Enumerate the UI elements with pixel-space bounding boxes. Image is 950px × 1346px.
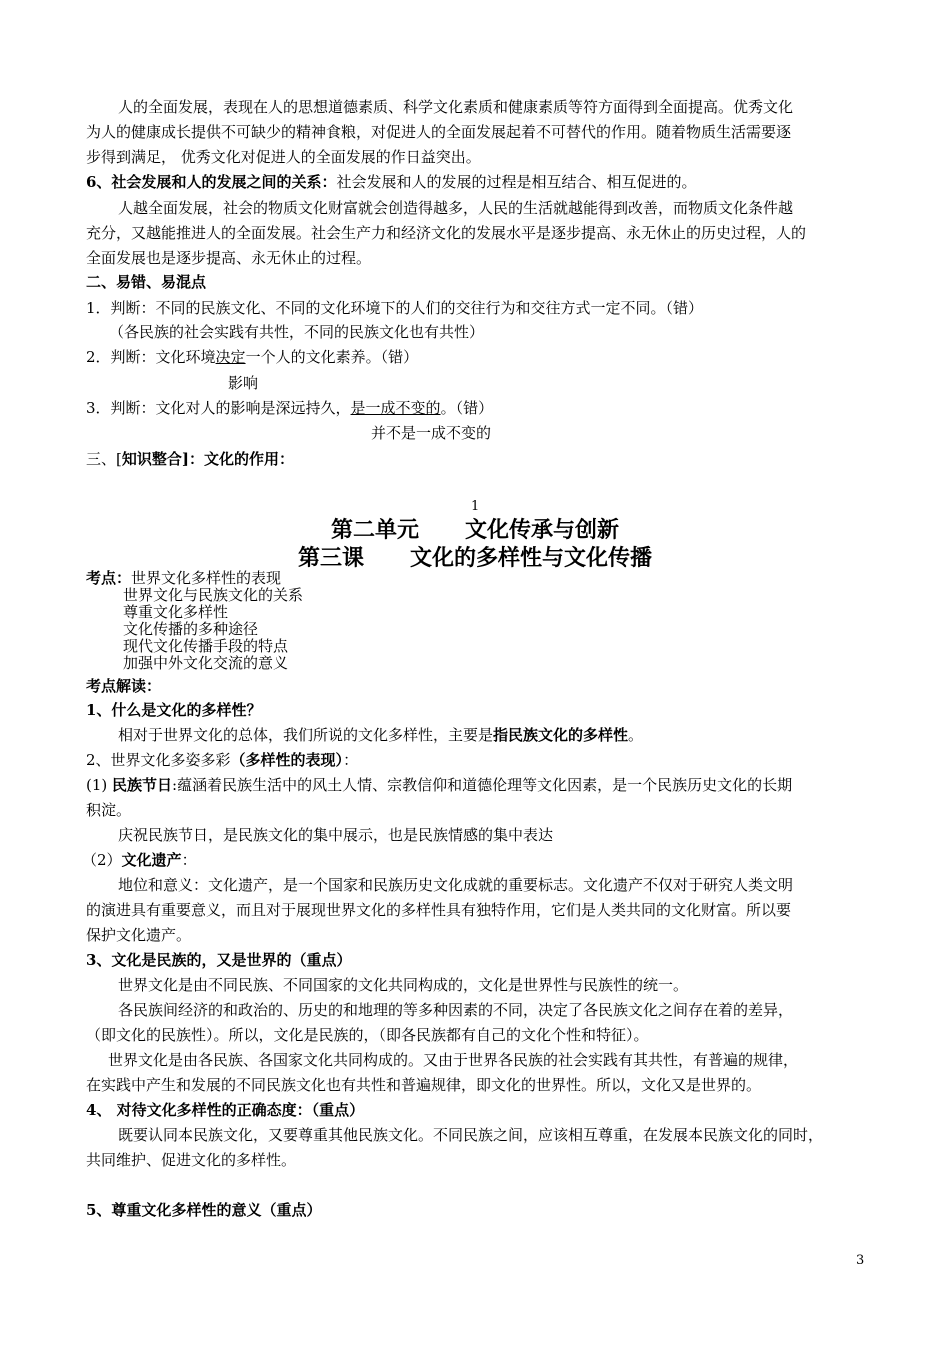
question-1-answer — [86, 724, 876, 746]
item-1-line: 庆祝民族节日，是民族文化的集中展示，也是民族情感的集中表达 — [118, 826, 554, 844]
question-2-text: 2、世界文化多姿多彩 — [86, 751, 231, 769]
item-1-number: (1) — [86, 776, 113, 794]
question-3-line: 世界文化是由各民族、各国家文化共同构成的。又由于世界各民族的社会实践有其共性，有普遍的规律， — [108, 1051, 799, 1069]
page-number: 3 — [856, 1253, 865, 1268]
item-1-text: :蕴涵着民族生活中的风土人情、宗教信仰和道德伦理等文化因素，是一个民族历史文化的长期 — [172, 776, 793, 794]
unit-title: 第二单元 文化传承与创新 — [331, 517, 619, 543]
item-2-title: 文化遗产 — [121, 851, 182, 869]
kaodian-jiedu: 考点解读： — [86, 677, 162, 695]
kaodian-item: 文化传播的多种途径 — [123, 620, 259, 638]
paragraph-line: 步得到满足， 优秀文化对促进人的全面发展的作日益突出。 — [86, 148, 481, 166]
item-1-title: 民族节日 — [112, 776, 173, 794]
kaodian-label: 考点： — [86, 569, 132, 587]
kaodian-first — [86, 570, 876, 587]
item-2-line: 保护文化遗产。 — [86, 926, 192, 944]
question-1: 1、什么是文化的多样性？ — [86, 701, 262, 719]
answer-bold: 指民族文化的多样性 — [493, 726, 629, 744]
question-2 — [86, 749, 876, 771]
lesson-title: 第三课 文化的多样性与文化传播 — [298, 545, 652, 571]
paragraph-line: 充分，又越能推进人的全面发展。社会生产力和经济文化的发展水平是逐步提高、永无休止的历史过程，人的 — [86, 224, 807, 242]
question-2-bold: （多样性的表现） — [230, 751, 344, 769]
paragraph-line: 人越全面发展，社会的物质文化财富就会创造得越多，人民的生活就越能得到改善，而物质文化条件越 — [118, 199, 794, 217]
question-4: 4、 对待文化多样性的正确态度：（重点） — [86, 1101, 365, 1119]
item-2 — [82, 849, 872, 871]
judgement-1-note: （各民族的社会实践有共性，不同的民族文化也有共性） — [109, 323, 485, 341]
paragraph-line: 人的全面发展，表现在人的思想道德素质、科学文化素质和健康素质等符方面得到全面提高。优秀文化 — [118, 98, 794, 116]
item-2-line: 地位和意义：文化遗产，是一个国家和民族历史文化成就的重要标志。文化遗产不仅对于研究人类文明 — [118, 876, 794, 894]
item-1 — [86, 774, 876, 796]
kaodian-item: 加强中外文化交流的意义 — [123, 654, 289, 672]
item-2-end: ： — [181, 851, 197, 869]
heading-6-bold: 6、社会发展和人的发展之间的关系： — [86, 173, 337, 191]
judgement-1: 1．判断：不同的民族文化、不同的文化环境下的人们的交往行为和交往方式一定不同。（错） — [86, 299, 704, 317]
question-3: 3、文化是民族的，又是世界的（重点） — [86, 951, 352, 969]
question-2-end: ： — [343, 751, 359, 769]
question-4-line: 共同维护、促进文化的多样性。 — [86, 1151, 297, 1169]
item-2-number: （2） — [82, 851, 122, 869]
section-heading: 二、易错、易混点 — [86, 273, 207, 291]
question-3-line: （即文化的民族性）。所以，文化是民族的，（即各民族都有自己的文化个性和特征）。 — [86, 1026, 649, 1044]
kaodian-item: 现代文化传播手段的特点 — [123, 637, 289, 655]
section-heading-3 — [86, 448, 876, 470]
judgement-3 — [86, 397, 876, 419]
heading-6 — [86, 171, 876, 193]
kaodian-item: 尊重文化多样性 — [123, 603, 229, 621]
answer-text: 相对于世界文化的总体，我们所说的文化多样性，主要是 — [118, 726, 494, 744]
judgement-3-text-end: 。（错） — [440, 399, 494, 417]
kaodian-item: 世界文化多样性的表现 — [131, 569, 282, 587]
item-2-line: 的演进具有重要意义，而且对于展现世界文化的多样性具有独特作用，它们是人类共同的文化财富。所以要 — [86, 901, 792, 919]
question-3-line: 世界文化是由不同民族、不同国家的文化共同构成的，文化是世界性与民族性的统一。 — [118, 976, 689, 994]
judgement-2-text-end: 一个人的文化素养。（错） — [245, 348, 419, 366]
question-3-line: 各民族间经济的和政治的、历史的和地理的等多种因素的不同，决定了各民族文化之间存在着的差异， — [118, 1001, 794, 1019]
question-5: 5、尊重文化多样性的意义（重点） — [86, 1201, 322, 1219]
judgement-2 — [86, 346, 876, 368]
heading-6-text: 社会发展和人的发展的过程是相互结合、相互促进的。 — [336, 173, 697, 191]
answer-end: 。 — [628, 726, 644, 744]
kaodian-item: 世界文化与民族文化的关系 — [123, 586, 304, 604]
judgement-3-text: 3．判断：文化对人的影响是深远持久， — [86, 399, 351, 417]
judgement-2-text: 2．判断：文化环境 — [86, 348, 216, 366]
judgement-2-note: 影响 — [228, 374, 259, 392]
judgement-2-underlined: 决定 — [215, 348, 246, 366]
paragraph-line: 全面发展也是逐步提高、永无休止的过程。 — [86, 249, 372, 267]
judgement-3-underlined: 是一成不变的 — [350, 399, 441, 417]
judgement-3-note: 并不是一成不变的 — [371, 424, 492, 442]
section-3-prefix: 三、[ — [86, 450, 122, 468]
page-number: 1 — [471, 499, 480, 514]
paragraph-line: 为人的健康成长提供不可缺少的精神食粮，对促进人的全面发展起着不可替代的作用。随着物质生活需要逐 — [86, 123, 792, 141]
section-3-title: 知识整合]：文化的作用： — [121, 450, 294, 468]
item-1-line: 积淀。 — [86, 801, 132, 819]
question-4-line: 既要认同本民族文化，又要尊重其他民族文化。不同民族之间，应该相互尊重，在发展本民族文化的同时， — [118, 1126, 824, 1144]
question-3-line: 在实践中产生和发展的不同民族文化也有共性和普遍规律，即文化的世界性。所以，文化又是世界的。 — [86, 1076, 762, 1094]
